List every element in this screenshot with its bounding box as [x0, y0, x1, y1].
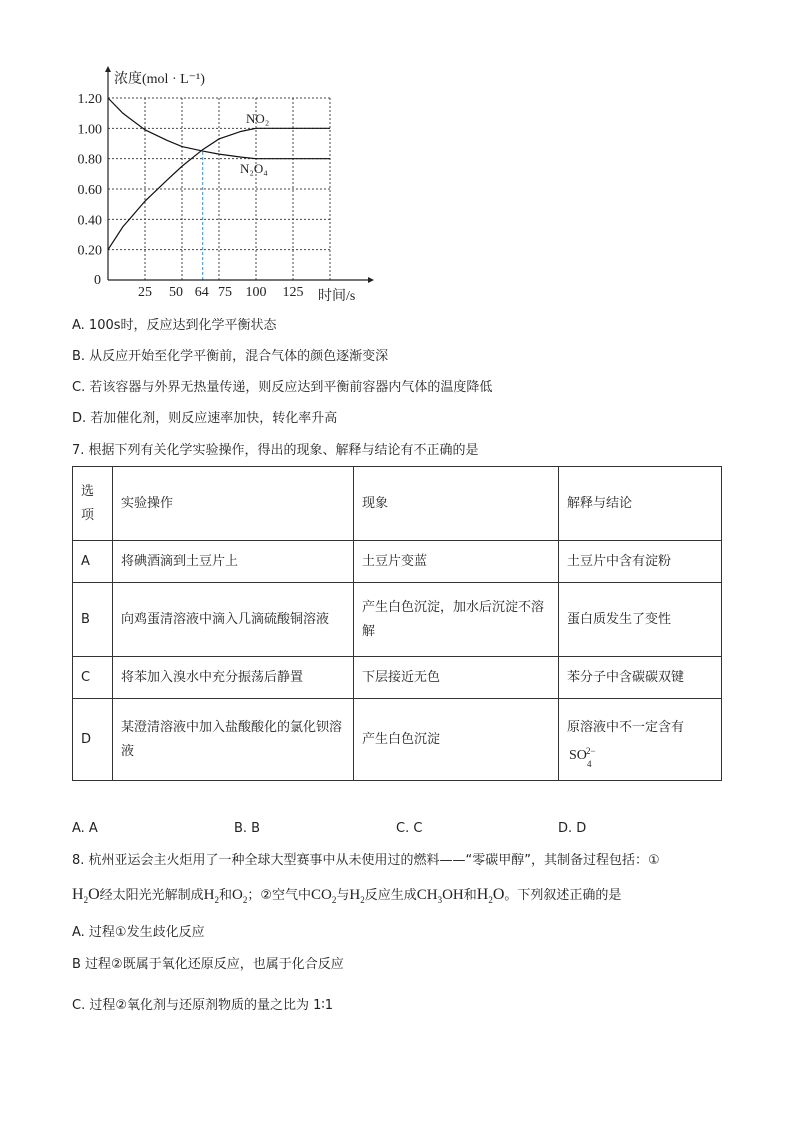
formula-h2-b: $H_2$	[349, 887, 365, 905]
y-tick-label: 1.20	[77, 92, 102, 107]
header-option: 选项	[73, 467, 113, 541]
row-a-operation: 将碘酒滴到土豆片上	[113, 541, 354, 583]
x-tick-label: 25	[138, 285, 152, 300]
header-operation: 实验操作	[113, 467, 354, 541]
y-tick-label: 0.80	[77, 152, 102, 168]
origin-label: 0	[94, 273, 101, 288]
q7-answer-c: C. C	[396, 821, 423, 836]
row-b-conclusion: 蛋白质发生了变性	[559, 583, 722, 657]
table-row	[73, 541, 722, 583]
concentration-time-chart	[60, 60, 380, 310]
x-axis-label: 时间/s	[318, 289, 356, 304]
q8-option-a: A. 过程①发生歧化反应	[72, 925, 205, 940]
x-tick-label: 100	[245, 285, 267, 300]
row-a-option: A	[73, 541, 113, 583]
y-tick-label: 0.60	[77, 183, 102, 198]
q6-option-d: D. 若加催化剂，则反应速率加快，转化率升高	[72, 411, 338, 426]
y-tick-label: 0.20	[77, 243, 102, 259]
q7-stem: 7. 根据下列有关化学实验操作，得出的现象、解释与结论有不正确的是	[72, 443, 479, 458]
q8-option-c: C. 过程②氧化剂与还原剂物质的量之比为 1∶1	[72, 998, 334, 1013]
row-b-operation: 向鸡蛋清溶液中滴入几滴硫酸铜溶液	[113, 583, 354, 657]
formula-co2: $CO_2$	[311, 887, 337, 905]
row-d-conclusion	[559, 699, 722, 781]
row-d-phenomenon: 产生白色沉淀	[354, 699, 559, 781]
header-conclusion: 解释与结论	[559, 467, 722, 541]
series-label-no2: NO₂	[246, 111, 270, 126]
row-b-option: B	[73, 583, 113, 657]
x-tick-label: 50	[169, 285, 183, 300]
chart-grid	[108, 98, 330, 280]
formula-ch3oh: $CH_3OH$	[416, 887, 464, 905]
header-phenomenon: 现象	[354, 467, 559, 541]
q8-stem-line1: 8. 杭州亚运会主火炬用了一种全球大型赛事中从未使用过的燃料——“零碳甲醇”，其制备过程包括：①	[72, 853, 660, 868]
row-c-option: C	[73, 657, 113, 699]
formula-h2: $H_2$	[203, 887, 219, 905]
formula-h2o: $H_2O$	[72, 886, 100, 906]
y-tick-label: 0.40	[77, 213, 102, 229]
row-d-conclusion-text: 原溶液中不一定含有	[567, 719, 685, 735]
table-row	[73, 657, 722, 699]
table-header-row	[73, 467, 722, 541]
x-tick-label: 125	[282, 285, 304, 300]
formula-h2o-b: $H_2O$	[476, 886, 505, 906]
y-axis-label: 浓度(mol · L⁻¹)	[114, 72, 205, 87]
y-tick-label: 1.00	[77, 122, 102, 138]
experiment-table	[72, 466, 722, 781]
row-c-operation: 将苯加入溴水中充分振荡后静置	[113, 657, 354, 699]
row-d-option: D	[73, 699, 113, 781]
q7-answer-a: A. A	[72, 821, 98, 836]
formula-o2: $O_2$	[232, 887, 248, 905]
q6-option-c: C. 若该容器与外界无热量传递，则反应达到平衡前容器内气体的温度降低	[72, 380, 493, 395]
row-a-conclusion: 土豆片中含有淀粉	[559, 541, 722, 583]
y-axis-arrow	[105, 66, 111, 72]
q6-option-a: A. 100s时，反应达到化学平衡状态	[72, 318, 277, 333]
q8-option-b: B 过程②既属于氧化还原反应，也属于化合反应	[72, 957, 344, 972]
q7-answer-b: B. B	[234, 821, 261, 836]
row-a-phenomenon: 土豆片变蓝	[354, 541, 559, 583]
row-d-operation: 某澄清溶液中加入盐酸酸化的氯化钡溶液	[113, 699, 354, 781]
q7-answer-d: D. D	[558, 821, 587, 836]
sulfate-ion: SO 2− 4	[569, 746, 596, 769]
chart-ticks	[78, 92, 304, 300]
table-row	[73, 699, 722, 781]
series-label-n2o4: N₂O₄	[240, 161, 268, 176]
row-c-phenomenon: 下层接近无色	[354, 657, 559, 699]
q6-option-b: B. 从反应开始至化学平衡前，混合气体的颜色逐渐变深	[72, 349, 389, 364]
row-c-conclusion: 苯分子中含碳碳双键	[559, 657, 722, 699]
x-tick-label: 64	[194, 285, 209, 300]
q8-stem-line2: $H_2O$经太阳光光解制成$H_2$和$O_2$；②空气中$CO_2$与$H_2$反应生成$CH_3OH$和$H_2O$。下列叙述正确的是	[72, 886, 622, 906]
x-tick-label: 75	[218, 285, 232, 300]
row-b-phenomenon: 产生白色沉淀，加水后沉淀不溶解	[354, 583, 559, 657]
table-row	[73, 583, 722, 657]
x-axis-arrow	[368, 277, 374, 283]
